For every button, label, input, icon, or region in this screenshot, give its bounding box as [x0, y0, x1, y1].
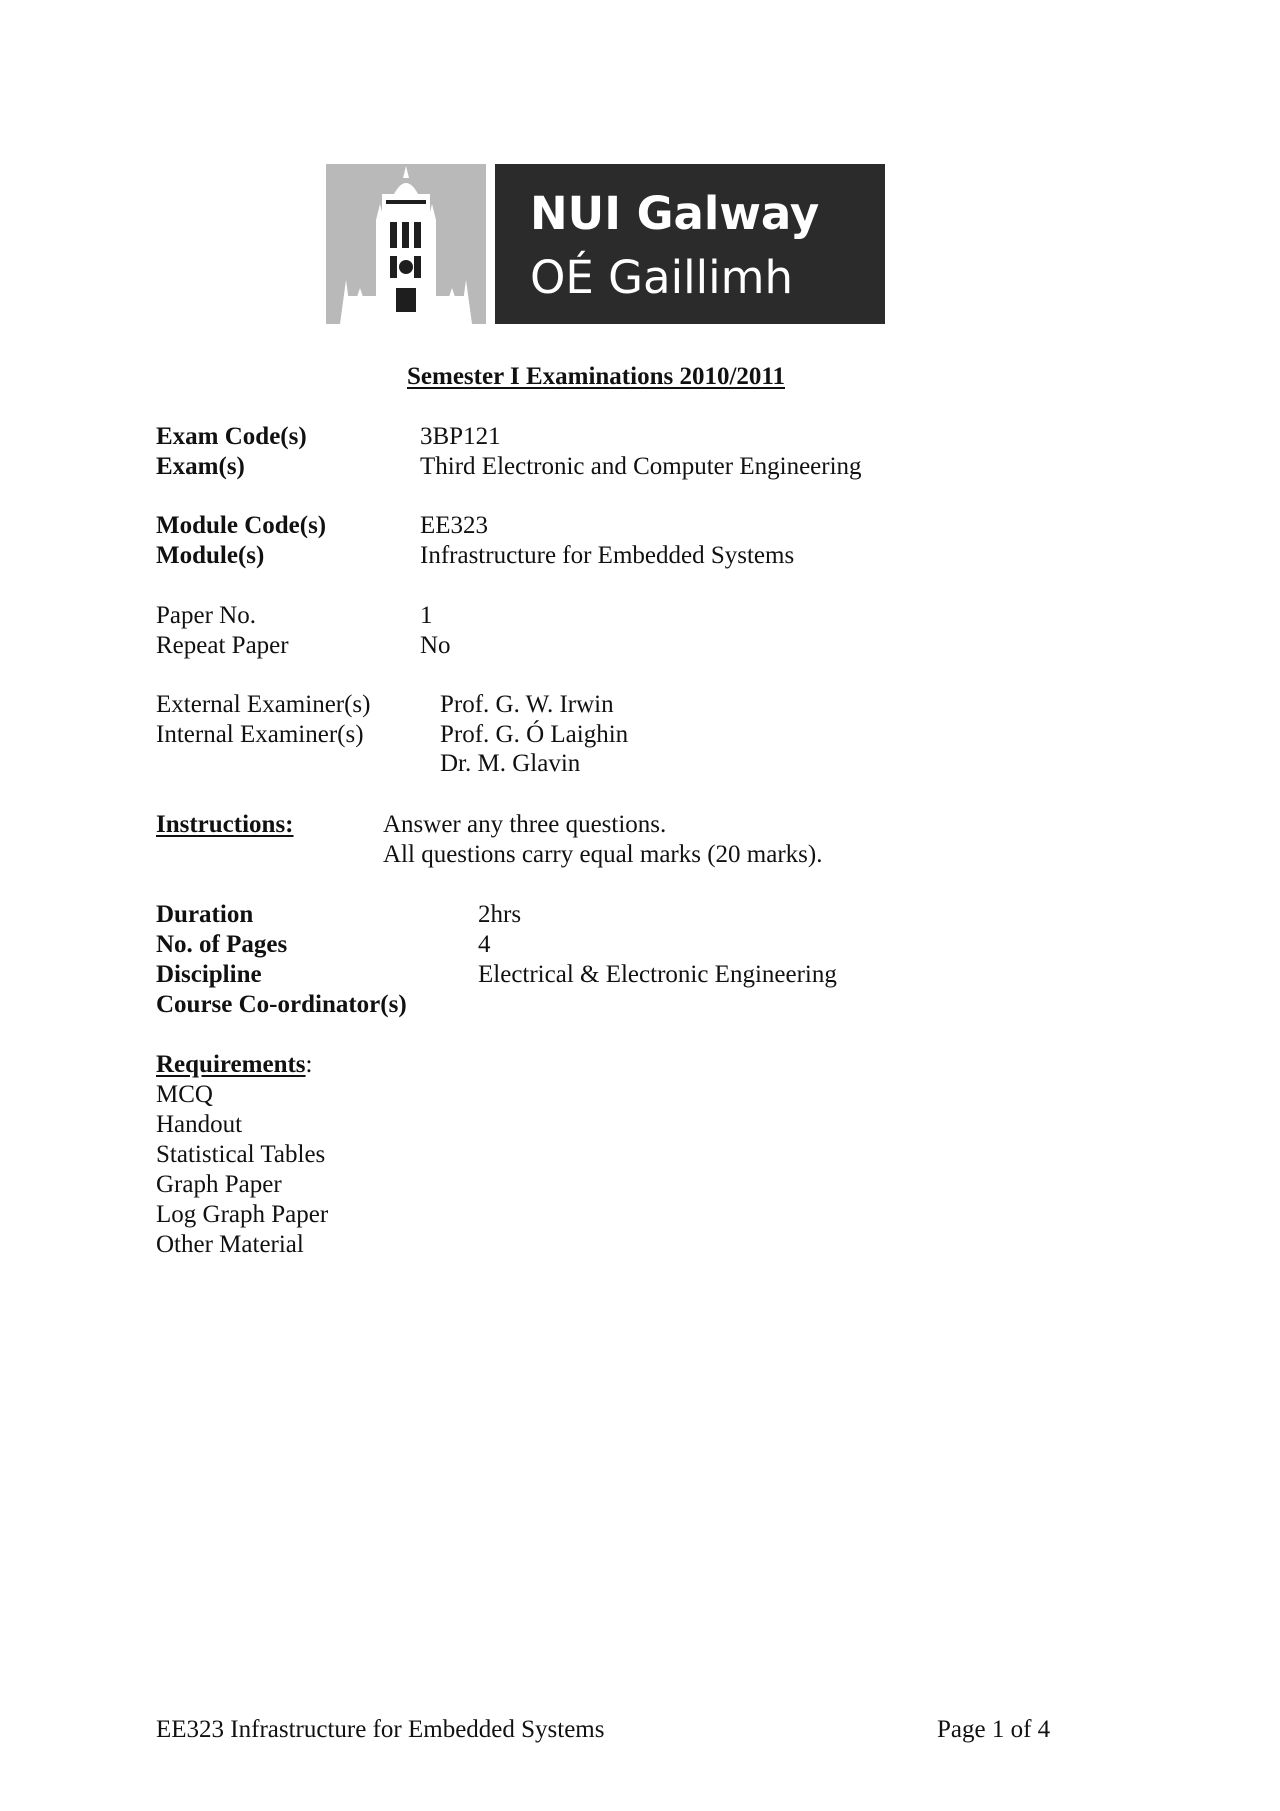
- instructions-line: All questions carry equal marks (20 marks).: [383, 841, 823, 868]
- exam-name-value: Third Electronic and Computer Engineering: [420, 453, 862, 480]
- discipline-value: Electrical & Electronic Engineering: [478, 961, 837, 988]
- module-code-label: Module Code(s): [156, 512, 327, 539]
- pages-label: No. of Pages: [156, 931, 288, 958]
- module-code-value: EE323: [420, 512, 489, 539]
- instructions-line: Answer any three questions.: [383, 811, 667, 838]
- internal-examiner-label: Internal Examiner(s): [156, 721, 364, 748]
- coordinator-label: Course Co-ordinator(s): [156, 991, 407, 1018]
- duration-label: Duration: [156, 901, 254, 928]
- logo-tower-emblem: [326, 164, 486, 324]
- internal-examiner-value: Dr. M. Glavin: [440, 750, 581, 777]
- logo-name-irish: OÉ Gaillimh: [530, 251, 793, 304]
- repeat-paper-label: Repeat Paper: [156, 632, 289, 659]
- logo-wordmark: [495, 164, 885, 324]
- pages-value: 4: [478, 931, 491, 958]
- requirement-item: Other Material: [156, 1231, 304, 1258]
- instructions-label: Instructions:: [156, 811, 294, 838]
- requirement-item: MCQ: [156, 1081, 213, 1108]
- requirement-item: Log Graph Paper: [156, 1201, 329, 1228]
- external-examiner-value: Prof. G. W. Irwin: [440, 691, 614, 718]
- footer-module-title: EE323 Infrastructure for Embedded Systems: [156, 1716, 605, 1743]
- module-name-value: Infrastructure for Embedded Systems: [420, 542, 795, 569]
- requirement-item: Statistical Tables: [156, 1141, 326, 1168]
- requirement-item: Graph Paper: [156, 1171, 282, 1198]
- module-name-label: Module(s): [156, 542, 265, 569]
- requirements-heading: [156, 1050, 312, 1080]
- exam-code-value: 3BP121: [420, 423, 501, 450]
- exam-name-label: Exam(s): [156, 453, 245, 480]
- internal-examiner-value: Prof. G. Ó Laighin: [440, 721, 629, 748]
- logo-name-english: NUI Galway: [530, 187, 820, 240]
- paper-no-value: 1: [420, 602, 433, 629]
- discipline-label: Discipline: [156, 961, 262, 988]
- page-title: Semester I Examinations 2010/2011: [407, 363, 786, 390]
- requirements-colon: :: [305, 1051, 313, 1078]
- requirement-item: Handout: [156, 1111, 243, 1138]
- duration-value: 2hrs: [478, 901, 522, 928]
- requirements-label: Requirements: [156, 1051, 306, 1078]
- footer-page-number: Page 1 of 4: [937, 1716, 1051, 1743]
- external-examiner-label: External Examiner(s): [156, 691, 371, 718]
- exam-code-label: Exam Code(s): [156, 423, 307, 450]
- repeat-paper-value: No: [420, 632, 451, 659]
- paper-no-label: Paper No.: [156, 602, 256, 629]
